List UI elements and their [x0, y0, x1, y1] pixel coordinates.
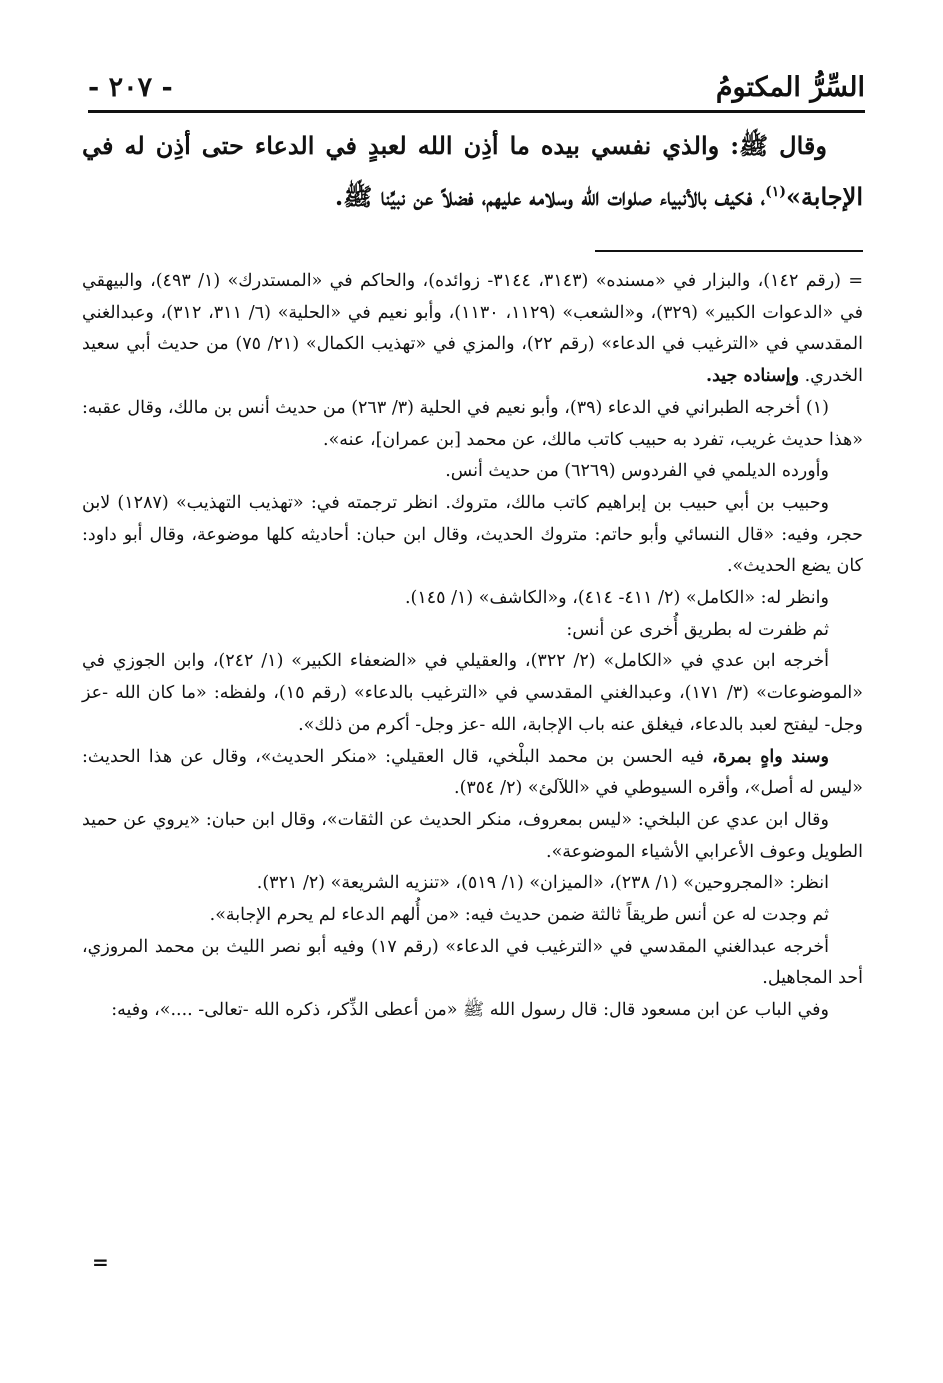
continuation-mark: =: [92, 1250, 109, 1274]
main-text: [82, 122, 863, 220]
main-paragraph: [82, 122, 863, 220]
footnote-divider: [595, 250, 863, 252]
footnote-paragraph: وأورده الديلمي في الفردوس (٦٢٦٩) من حديث أنس.: [445, 461, 829, 482]
book-title: السِّرُّ المكتومُ: [715, 71, 865, 103]
page-header: [88, 64, 865, 113]
footnote-paragraph: وحبيب بن أبي حبيب بن إبراهيم كاتب مالك، متروك. انظر ترجمته في: «تهذيب التهذيب» (١٢٨٧) لابن حجر، وفيه: «قال النسائي وأبو حاتم: متروك الحديث، وقال ابن حبان: أحاديثه كلها موضوعة، وقال أبو داود: كان يضع الحديث».: [82, 492, 863, 577]
footnote-continuation-bold: وإسناده جيد.: [706, 366, 800, 387]
main-paragraph-after: ، فكيف بالأنبياء صلوات الله وسلامه عليهم، فضلاً عن نبيِّنا ﷺ.: [334, 182, 766, 211]
footnote-paragraph-bold: وسند واهٍ بمرة،: [712, 746, 829, 767]
footnote-paragraph: ثم ظفرت له بطريق أُخرى عن أنس:: [566, 619, 829, 640]
footnotes: [82, 266, 863, 1027]
footnote-continuation-text: = (رقم ١٤٢)، والبزار في «مسنده» (٣١٤٣، ٣١٤٤- زوائده)، والحاكم في «المستدرك» (١/ ٤٩٣)، والبيهقي في «الدعوات الكبير» (٣٢٩)، و«الشعب» (١١٢٩، ١١٣٠)، وأبو نعيم في «الحلية» (٦/ ٣١١، ٣١٢)، وعبدالغني المقدسي في «الترغيب في الدعاء» (رقم ٢٢)، والمزي في «تهذيب الكمال» (٢١/ ٧٥) من حديث أبي سعيد الخدري.: [82, 271, 864, 387]
page-number: - ٢٠٧ -: [88, 71, 173, 103]
footnote-paragraph: ثم وجدت له عن أنس طريقاً ثالثة ضمن حديث فيه: «من أُلهم الدعاء لم يحرم الإجابة».: [209, 905, 829, 926]
footnote-paragraph: انظر: «المجروحين» (١/ ٢٣٨)، «الميزان» (١/ ٥١٩)، «تنزيه الشريعة» (٢/ ٣٢١).: [256, 873, 829, 894]
footnote-reference: (١): [765, 184, 786, 200]
footnote-paragraph: وقال ابن عدي عن البلخي: «ليس بمعروف، منكر الحديث عن الثقات»، وقال ابن حبان: «يروي عن حميد الطويل وعوف الأعرابي الأشياء الموضوعة».: [82, 809, 863, 862]
main-paragraph-before: وقال ﷺ: والذي نفسي بيده ما أذِن الله لعبدٍ في الدعاء حتى أذِن له في الإجابة»: [82, 131, 863, 211]
footnote-paragraph: (١) أخرجه الطبراني في الدعاء (٣٩)، وأبو نعيم في الحلية (٣/ ٢٦٣) من حديث أنس بن مالك، وقال عقبه: «هذا حديث غريب، تفرد به حبيب كاتب مالك، عن محمد [بن عمران]، عنه».: [82, 397, 863, 450]
footnote-paragraph: [82, 742, 863, 805]
footnote-paragraph: أخرجه ابن عدي في «الكامل» (٢/ ٣٢٢)، والعقيلي في «الضعفاء الكبير» (١/ ٢٤٢)، وابن الجوزي في «الموضوعات» (٣/ ١٧١)، وعبدالغني المقدسي في «الترغيب بالدعاء» (رقم ١٥)، ولفظه: «ما كان الله -عز وجل- ليفتح لعبد بالدعاء، فيغلق عنه باب الإجابة، الله -عز وجل- أكرم من ذلك».: [82, 651, 863, 735]
footnote-continuation: [82, 266, 863, 393]
footnote-paragraph: وانظر له: «الكامل» (٢/ ٤١١- ٤١٤)، و«الكاشف» (١/ ١٤٥).: [404, 588, 829, 609]
footnote-paragraph-text: فيه الحسن بن محمد البلْخي، قال العقيلي: «منكر الحديث»، وقال عن هذا الحديث: «ليس له أصل»، وأقره السيوطي في «اللآلئ» (٢/ ٣٥٤).: [82, 746, 863, 799]
footnote-paragraph: وفي الباب عن ابن مسعود قال: قال رسول الله ﷺ «من أعطى الذِّكر، ذكره الله -تعالى- ....»، وفيه:: [111, 1000, 829, 1021]
footnote-paragraph: أخرجه عبدالغني المقدسي في «الترغيب في الدعاء» (رقم ١٧) وفيه أبو نصر الليث بن محمد المروزي، أحد المجاهيل.: [82, 936, 863, 989]
